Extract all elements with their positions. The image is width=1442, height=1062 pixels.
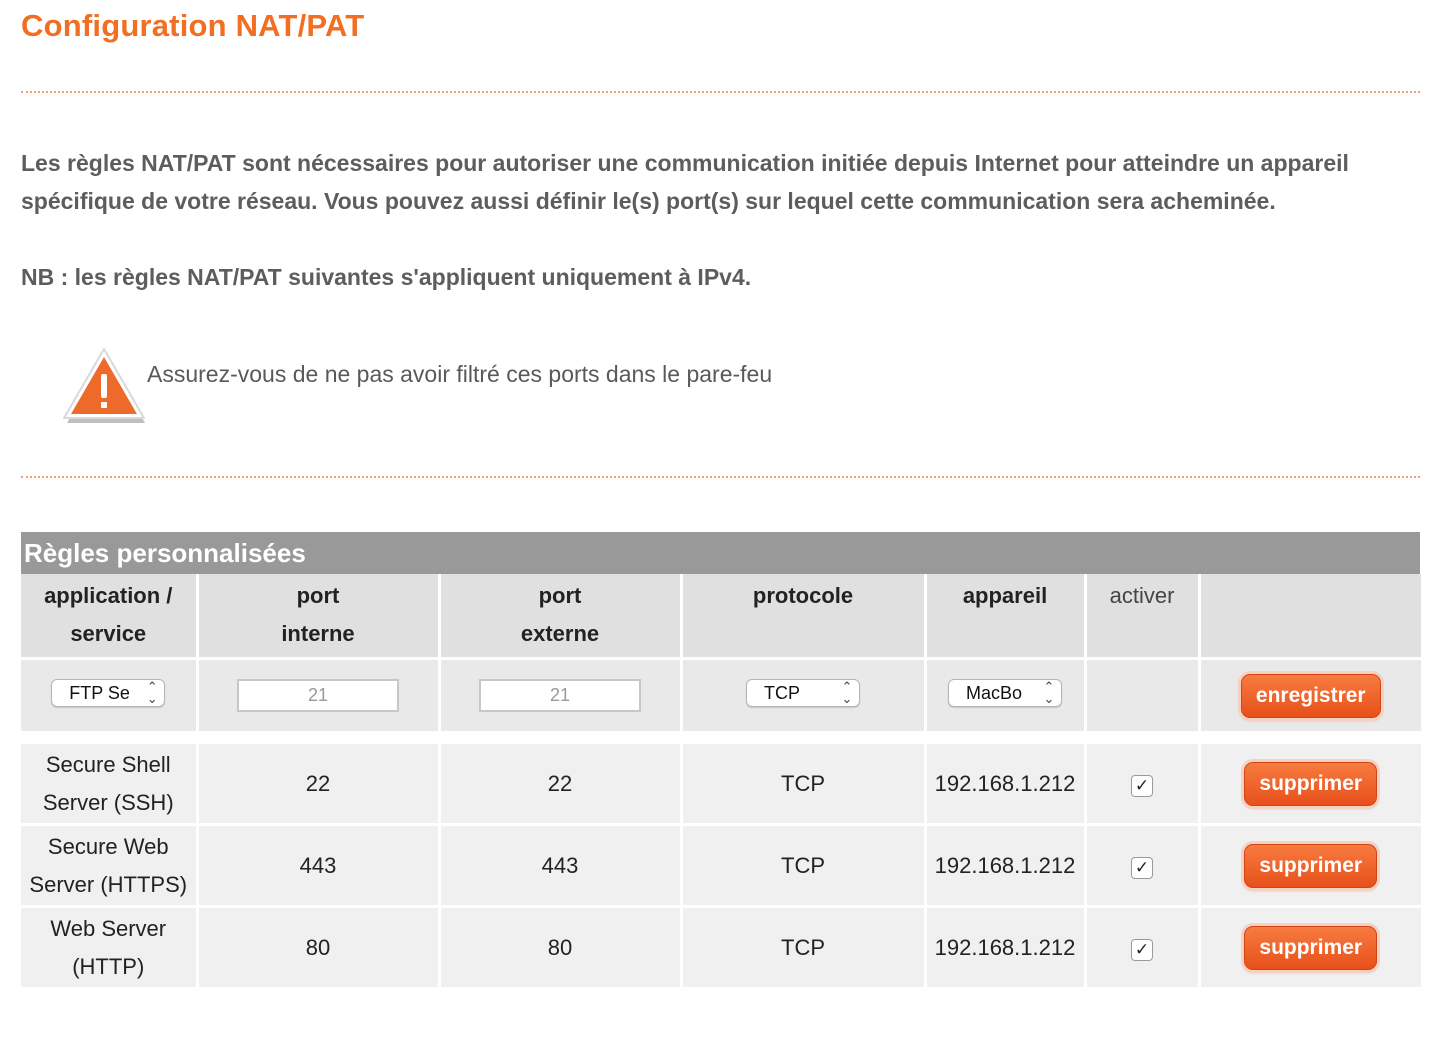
column-header-enable: activer xyxy=(1085,574,1199,659)
column-header-external-port: port externe xyxy=(439,574,681,659)
select-chevron-icon: ⌃ ⌄ xyxy=(146,678,158,706)
table-row xyxy=(21,825,1421,907)
rule-device: 192.168.1.212 xyxy=(925,825,1085,907)
intro-text: Les règles NAT/PAT sont nécessaires pour autoriser une communication initiée depuis Internet pour atteindre un appareil spécifique de votre réseau. Vous pouvez aussi définir le(s) port(s) sur lequel cette communication sera acheminée. xyxy=(21,150,1349,214)
save-button[interactable]: enregistrer xyxy=(1241,674,1381,718)
dotted-divider xyxy=(21,476,1420,478)
device-select[interactable]: MacBo ⌃ ⌄ xyxy=(948,679,1062,707)
rule-internal-port: 22 xyxy=(197,744,439,825)
table-row xyxy=(21,907,1421,989)
service-select[interactable]: FTP Se ⌃ ⌄ xyxy=(51,679,165,707)
column-header-device: appareil xyxy=(925,574,1085,659)
custom-rules-header: Règles personnalisées xyxy=(21,532,1420,574)
dotted-divider xyxy=(21,91,1420,93)
delete-button[interactable]: supprimer xyxy=(1244,926,1377,970)
warning-triangle-icon xyxy=(58,344,150,428)
rule-protocol: TCP xyxy=(681,907,925,989)
column-header-internal-port: port interne xyxy=(197,574,439,659)
external-port-input[interactable]: 21 xyxy=(479,679,641,712)
enable-checkbox[interactable]: ✓ xyxy=(1131,857,1153,879)
ipv4-note: NB : les règles NAT/PAT suivantes s'appliquent uniquement à IPv4. xyxy=(21,264,752,290)
rule-protocol: TCP xyxy=(681,825,925,907)
rule-external-port: 443 xyxy=(439,825,681,907)
rule-internal-port: 443 xyxy=(197,825,439,907)
new-rule-row xyxy=(21,659,1421,733)
rule-device: 192.168.1.212 xyxy=(925,744,1085,825)
table-header-row xyxy=(21,574,1421,659)
column-header-actions xyxy=(1199,574,1421,659)
protocol-select[interactable]: TCP ⌃ ⌄ xyxy=(746,679,860,707)
rule-service: Secure Shell Server (SSH) xyxy=(21,744,197,825)
rule-external-port: 80 xyxy=(439,907,681,989)
delete-button[interactable]: supprimer xyxy=(1244,844,1377,888)
column-header-protocol: protocole xyxy=(681,574,925,659)
rule-external-port: 22 xyxy=(439,744,681,825)
column-header-service: application / service xyxy=(21,574,197,659)
rule-device: 192.168.1.212 xyxy=(925,907,1085,989)
enable-checkbox[interactable]: ✓ xyxy=(1131,939,1153,961)
select-chevron-icon: ⌃ ⌄ xyxy=(841,678,853,706)
enable-checkbox[interactable]: ✓ xyxy=(1131,775,1153,797)
internal-port-input[interactable]: 21 xyxy=(237,679,399,712)
rule-service: Secure Web Server (HTTPS) xyxy=(21,825,197,907)
delete-button[interactable]: supprimer xyxy=(1244,762,1377,806)
select-chevron-icon: ⌃ ⌄ xyxy=(1043,678,1055,706)
warning-message: Assurez-vous de ne pas avoir filtré ces ports dans le pare-feu xyxy=(147,361,773,387)
page-title: Configuration NAT/PAT xyxy=(21,8,365,43)
rule-protocol: TCP xyxy=(681,744,925,825)
rule-service: Web Server (HTTP) xyxy=(21,907,197,989)
table-row xyxy=(21,744,1421,825)
custom-rules-table xyxy=(21,574,1421,990)
rule-internal-port: 80 xyxy=(197,907,439,989)
